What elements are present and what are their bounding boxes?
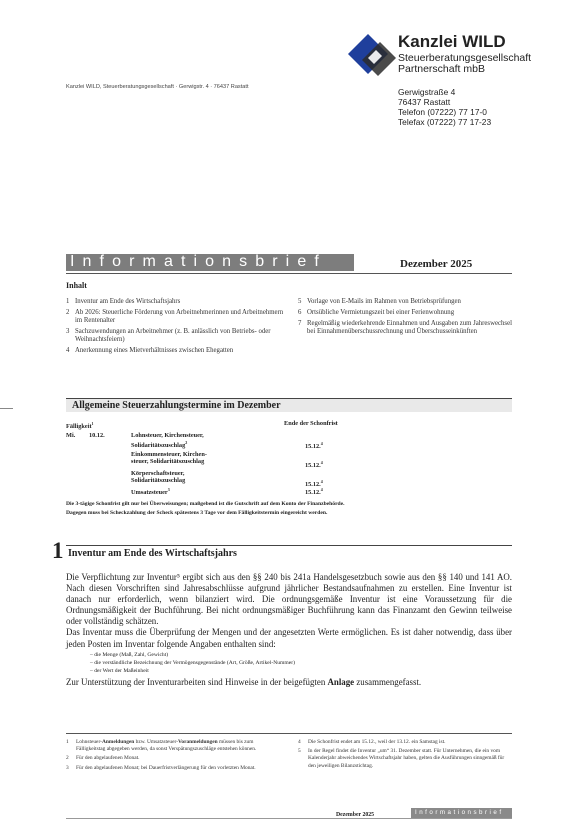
due-date: 10.12. <box>89 432 105 439</box>
footnote-emphasis: Anmeldungen <box>101 739 135 745</box>
brand-subtitle: Steuerberatungsgesellschaft <box>398 52 532 64</box>
tax-item-end <box>305 440 323 450</box>
footnote-text: Lohnsteuer- <box>76 739 102 745</box>
toc-item-label: Regelmäßig wiederkehrende Einnahmen und Ausgaben zum Jahreswechsel bei Einnahmenüberschussrechnung und Überschusseinkünften <box>307 319 512 335</box>
footnote-text: müssen bis zum Fälligkeitstag abgegeben werden, da sonst Verspätungszuschläge entstehen können. <box>76 739 257 753</box>
address-city: 76437 Rastatt <box>398 97 451 107</box>
address-phone: Telefon (07222) 77 17-0 <box>398 107 487 117</box>
toc-item-label: Ab 2026: Steuerliche Förderung von Arbeitnehmerinnen und Arbeitnehmern im Rentenalter <box>75 308 284 325</box>
toc-item-number: 6 <box>298 308 302 316</box>
toc-item-number: 5 <box>298 298 302 305</box>
bullet-text: die verständliche Bezeichnung der Vermögensgegenstände (Art, Größe, Artikel-Nummer) <box>94 659 295 666</box>
footer-divider <box>66 818 512 819</box>
address-fax: Telefax (07222) 77 17-23 <box>398 117 492 127</box>
footnote-divider <box>66 733 512 734</box>
banner-title: Informationsbrief <box>70 253 327 270</box>
bullet-item: – der Wert der Maßeinheit <box>90 667 149 674</box>
footnote <box>298 748 510 770</box>
section-title: Inventur am Ende des Wirtschaftsjahrs <box>68 548 237 559</box>
tax-item <box>131 470 185 484</box>
bullet-text: die Menge (Maß, Zahl, Gewicht) <box>94 651 169 658</box>
fold-mark <box>0 408 13 409</box>
footnotes-left <box>66 739 276 774</box>
brand-name: Kanzlei WILD <box>398 32 506 51</box>
due-column-label: Fälligkeit <box>66 423 92 431</box>
footnote-ref: 4 <box>320 460 323 465</box>
footnote-ref: 4 <box>320 479 323 484</box>
footnote-ref: 3 <box>167 487 170 492</box>
end-date: 15.12. <box>305 481 321 489</box>
end-column-header: Ende der Schonfrist <box>284 420 338 427</box>
footnote-text: Für den abgelaufenen Monat. <box>76 755 140 762</box>
section-number: 1 <box>52 538 64 563</box>
footnote <box>66 739 276 753</box>
tax-item-line: Lohnsteuer, Kirchensteuer, <box>131 432 204 439</box>
footnote <box>298 739 510 746</box>
toc-heading: Inhalt <box>66 281 87 290</box>
footnote-number: 2 <box>66 755 69 762</box>
toc-item-label: Anerkennung eines Mietverhältnisses zwischen Ehegatten <box>75 347 234 355</box>
tax-item-line: Solidaritätszuschlag <box>131 442 186 450</box>
end-date: 15.12. <box>305 462 321 470</box>
tax-item-line: steuer, Solidaritätszuschlag <box>131 458 205 466</box>
footnote <box>66 765 276 772</box>
tax-item-end <box>305 459 323 469</box>
closing-text: zusammengefasst. <box>354 676 422 687</box>
toc-item-label: Ortsübliche Vermietungszeit bei einer Ferienwohnung <box>307 308 455 316</box>
toc-item-label: Sachzuwendungen an Arbeitnehmer (z. B. anlässlich von Betriebs- oder Weihnachtsfeiern) <box>75 328 271 344</box>
tax-item <box>131 486 170 496</box>
footnote-number: 4 <box>298 739 301 745</box>
sender-line: Kanzlei WILD, Steuerberatungsgesellschaft · Gerwigstr. 4 · 76437 Rastatt <box>66 84 249 90</box>
footnote-number: 5 <box>298 748 301 755</box>
closing-text: Zur Unterstützung der Inventurarbeiten sind Hinweise in der beigefügten <box>66 676 328 687</box>
toc-item[interactable] <box>66 309 286 326</box>
toc-item[interactable] <box>66 328 286 345</box>
tax-item-line: Körperschaftsteuer, <box>131 470 185 477</box>
footnote-text: Für den abgelaufenen Monat; bei Dauerfristverlängerung für den vorletzten Monat. <box>76 764 256 771</box>
bullet-text: der Wert der Maßeinheit <box>94 667 149 674</box>
toc-item-number: 1 <box>66 298 70 305</box>
attachment-link[interactable]: Anlage <box>327 676 355 687</box>
toc-item-number: 3 <box>66 328 70 335</box>
paragraph: Die Verpflichtung zur Inventur⁵ ergibt sich aus den §§ 240 bis 241a Handelsgesetzbuch sowie aus den §§ 140 und 141 AO. Nach diesen Vorschriften sind Jahresabschlüsse aufgrund jährlicher Bestandsaufnahmen zu erstellen. Eine Inventur ist danach nur erforderlich, wenn bilanziert wird. Die ordnungsgemäße Inventur ist eine Voraussetzung für die Ordnungsmäßigkeit der Buchführung. Bei nicht ordnungsmäßiger Buchführung kann das Finanzamt den Gewinn teilweise oder vollständig schätzen. <box>66 572 512 627</box>
bullet-item: – die Menge (Maß, Zahl, Gewicht) <box>90 651 169 658</box>
toc-item[interactable] <box>298 298 512 306</box>
paragraph: Das Inventar muss die Überprüfung der Mengen und der angesetzten Werte ermöglichen. Es ist daher notwendig, dass über jeden Posten im Inventar folgende Angaben enthalten sind: <box>66 627 512 649</box>
toc-item-number: 4 <box>66 347 70 355</box>
address-street: Gerwigstraße 4 <box>398 87 456 97</box>
deadline-note-line: Die 3-tägige Schonfrist gilt nur bei Überweisungen; maßgebend ist die Gutschrift auf dem Konto der Finanzbehörde. <box>66 501 345 507</box>
footnote-ref: 1 <box>91 421 94 426</box>
toc-item[interactable] <box>66 298 286 306</box>
tax-item-line: Solidaritätszuschlag <box>131 477 186 485</box>
footnote-emphasis: Voranmeldungen <box>178 739 218 745</box>
footnote-number: 3 <box>66 764 69 771</box>
brand-subtitle-2: Partnerschaft mbB <box>398 63 485 75</box>
footnote-number: 1 <box>66 739 69 745</box>
tax-item <box>131 451 207 465</box>
toc-item-number: 7 <box>298 319 302 327</box>
footnote-ref: 4 <box>320 487 323 492</box>
footer-badge: Informationsbrief <box>411 808 512 818</box>
address-block <box>398 87 491 127</box>
diamond-logo-icon <box>348 32 396 80</box>
footnote-text: Die Schonfrist endet am 15.12., weil der 13.12. ein Samstag ist. <box>308 739 446 745</box>
toc-right-column <box>298 298 512 339</box>
due-column-header <box>66 420 94 430</box>
footnote-ref: 2 <box>185 440 188 446</box>
footer-date: Dezember 2025 <box>336 812 375 818</box>
end-date: 15.12. <box>305 443 321 451</box>
bullet-item: – die verständliche Bezeichnung der Vermögensgegenstände (Art, Größe, Artikel-Nummer) <box>90 659 295 666</box>
banner-date: Dezember 2025 <box>400 258 473 270</box>
tax-item-line: Umsatzsteuer <box>131 489 168 497</box>
deadline-note-line: Dagegen muss bei Scheckzahlung der Scheck spätestens 3 Tage vor dem Fälligkeitstermin eingereicht werden. <box>66 510 328 516</box>
due-weekday: Mi. <box>66 432 76 439</box>
end-date: 15.12. <box>305 489 321 497</box>
footnote-text: In der Regel findet die Inventur „um“ 31. Dezember statt. Für Unternehmen, die ein vom Kalenderjahr abweichendes Wirtschaftsjahr haben, gelten die Ausführungen sinngemäß für den jeweiligen Bilanzstichtag. <box>308 748 505 769</box>
footnote-ref: 4 <box>320 441 323 446</box>
toc-item[interactable] <box>66 347 286 355</box>
bullet-list <box>90 651 512 675</box>
deadlines-heading: Allgemeine Steuerzahlungstermine im Dezember <box>66 398 512 412</box>
toc-item[interactable] <box>298 309 512 317</box>
toc-item-label: Inventur am Ende des Wirtschaftsjahrs <box>75 298 181 305</box>
footnote-text: bzw. Umsatzsteuer- <box>134 739 178 745</box>
footnotes-right <box>298 739 510 772</box>
closing-sentence <box>66 677 512 688</box>
divider <box>66 273 512 274</box>
toc-left-column <box>66 298 286 358</box>
toc-item[interactable] <box>298 320 512 337</box>
section-body <box>66 572 512 688</box>
divider <box>66 545 512 546</box>
tax-item <box>131 432 204 450</box>
toc-item-number: 2 <box>66 308 70 316</box>
toc-item-label: Vorlage von E-Mails im Rahmen von Betriebsprüfungen <box>307 298 461 305</box>
footnote <box>66 755 276 762</box>
deadline-note <box>66 500 512 518</box>
tax-item-line: Einkommensteuer, Kirchen- <box>131 451 207 458</box>
tax-item-end <box>305 486 323 496</box>
